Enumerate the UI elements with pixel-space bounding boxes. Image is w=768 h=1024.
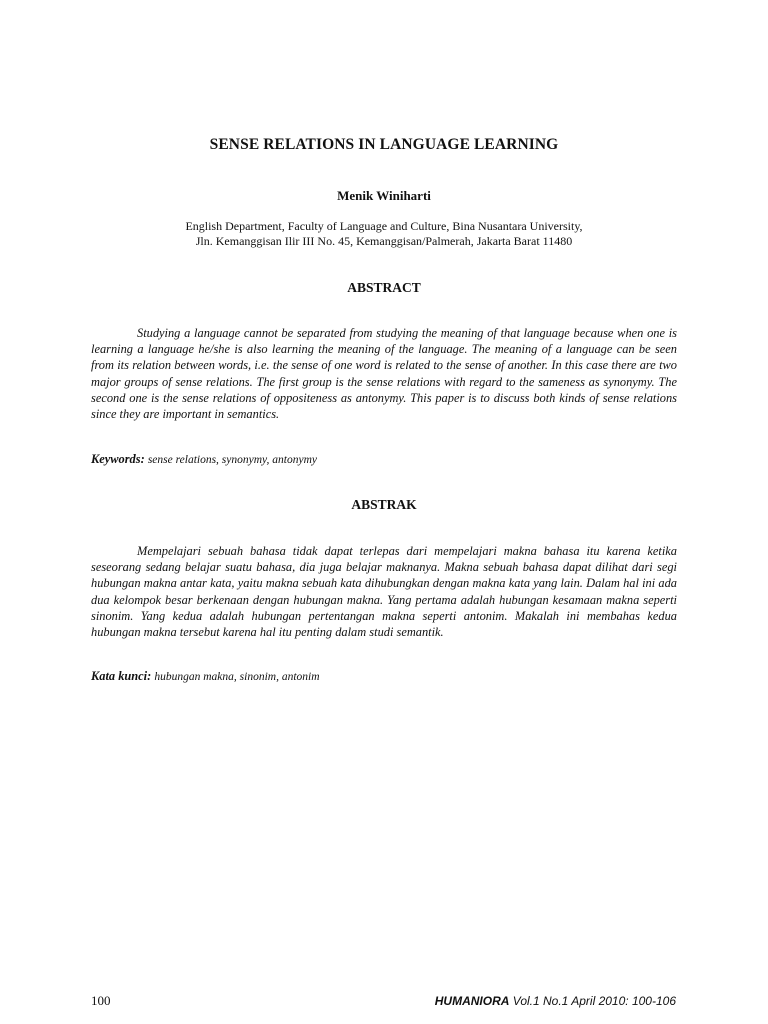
abstrak-heading: ABSTRAK bbox=[351, 497, 417, 512]
keywords-line bbox=[91, 452, 677, 467]
kata-kunci-label: Kata kunci: bbox=[91, 669, 152, 683]
kata-kunci-value: hubungan makna, sinonim, antonim bbox=[154, 671, 320, 683]
journal-volume-info: Vol.1 No.1 April 2010: 100-106 bbox=[509, 994, 676, 1008]
paper-title: SENSE RELATIONS IN LANGUAGE LEARNING bbox=[209, 136, 559, 153]
journal-name: HUMANIORA bbox=[434, 994, 510, 1008]
author-name: Menik Winiharti bbox=[337, 188, 431, 203]
keywords-label: Keywords: bbox=[91, 452, 145, 466]
affiliation-line-2: Jln. Kemanggisan Ilir III No. 45, Kemanggisan/Palmerah, Jakarta Barat 11480 bbox=[195, 234, 573, 248]
kata-kunci-line bbox=[91, 669, 677, 684]
abstract-text: Studying a language cannot be separated from studying the meaning of that language because when one is learning a language he/she is also learning the meaning of the language. The meaning of a language can be seen from its relation between words, i.e. the sense of one word is related to the sense of another. In this case there are two major groups of sense relations. The first group is the sense relations with regard to the sameness as synonymy. The second one is the sense relations of oppositeness as antonymy. This paper is to discuss both kinds of sense relations since they are important in semantics. bbox=[91, 326, 677, 422]
keywords-value: sense relations, synonymy, antonymy bbox=[147, 454, 317, 466]
abstrak-text: Mempelajari sebuah bahasa tidak dapat terlepas dari mempelajari makna bahasa itu karena ketika seseorang sedang belajar suatu bahasa, dia juga belajar maknanya. Makna sebuah bahasa dapat dilihat dari segi hubungan makna antar kata, yaitu makna sebuah kata dihubungkan dengan makna kata yang lain. Dalam hal ini ada dua kelompok besar berkenaan dengan hubungan makna. Yang pertama adalah hubungan kesamaan makna seperti sinonim. Yang kedua adalah hubungan pertentangan makna seperti antonim. Makalah ini membahas kedua hubungan makna tersebut karena hal itu penting dalam studi semantik. bbox=[91, 544, 677, 640]
page-number: 100 bbox=[91, 993, 111, 1008]
affiliation-line-1: English Department, Faculty of Language and Culture, Bina Nusantara University, bbox=[185, 219, 583, 233]
paper-page bbox=[91, 0, 677, 1024]
author-affiliation bbox=[91, 219, 677, 249]
abstract-heading: ABSTRACT bbox=[347, 280, 421, 295]
journal-citation bbox=[435, 994, 676, 1008]
